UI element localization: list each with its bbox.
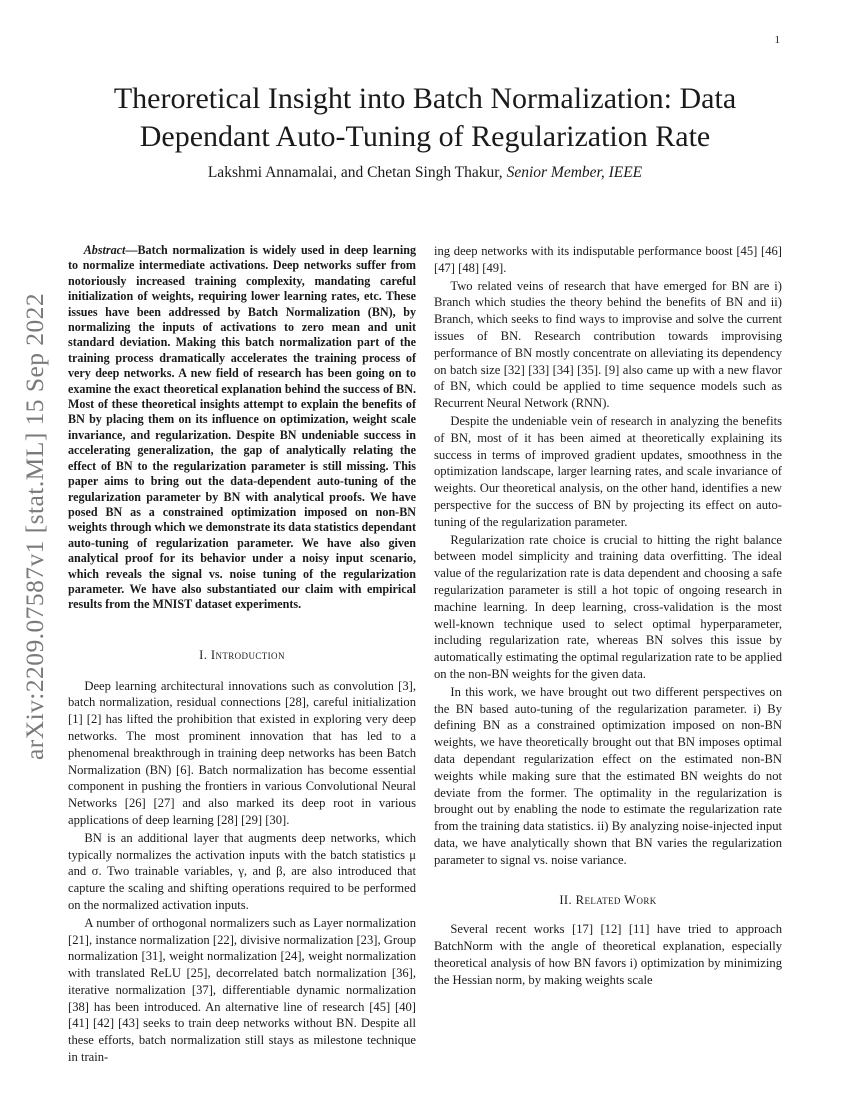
- right-column: [434, 243, 782, 988]
- related-paragraph: Several recent works [17] [12] [11] have tried to approach BatchNorm with the angle of theoretical explanation, especially theoretical analysis of how BN favors i) optimization by minimizing the Hessian norm, by making weights scale: [434, 922, 782, 987]
- abstract-text: —Batch normalization is widely used in deep learning to normalize intermediate activations. Deep networks suffer from notoriously increased training complexity, mandating careful initialization of weights, requiring lower learning rates, etc. These issues have been addressed by Batch Normalization (BN), by normalizing the inputs of activations to zero mean and unit standard deviation. Making this batch normalization part of the training process dramatically accelerates the training process of very deep networks. A new field of research has been going on to examine the exact theoretical explanation behind the success of BN. Most of these theoretical insights attempt to explain the benefits of BN by placing them on its influence on optimization, weight scale invariance, and regularization. Despite BN undeniable success in accelerating generalization, the gap of analytically relating the effect of BN to the regularization parameter is still missing. This paper aims to bring out the data-dependent auto-tuning of the regularization parameter by BN with analytical proofs. We have posed BN as a constrained optimization imposed on non-BN weights through which we demonstrate its data statistics dependant auto-tuning of regularization parameter. We have also given analytical proof for its behavior under a noisy input scenario, which reveals the signal vs. noise tuning of the regularization parameter. We have also substantiated our claim with empirical results from the MNIST dataset experiments.: [68, 243, 416, 612]
- body-paragraph: Despite the undeniable vein of research in analyzing the benefits of BN, most of it has been aimed at theoretically explaining its success in terms of improved gradient updates, smoothness in the optimization landscape, larger learning rates, and scale invariance of weights. Our theoretical analysis, on the other hand, identifies a new perspective for the success of BN by projecting its effect on auto-tuning of the regularization parameter.: [434, 413, 782, 529]
- intro-paragraph: A number of orthogonal normalizers such as Layer normalization [21], instance normalization [22], divisive normalization [23], Group normalization [31], weight normalization [24], weight normalization with translated ReLU [25], decorrelated batch normalization [36], iterative normalization [37], differentiable dynamic normalization [38] has been introduced. An alternative line of research [45] [40] [41] [42] [43] seeks to train deep networks without BN. Despite all these efforts, batch normalization still stays as milestone technique in train-: [68, 915, 416, 1065]
- section-heading-introduction: [68, 647, 416, 664]
- paper-title: Theroretical Insight into Batch Normalization: Data Dependant Auto-Tuning of Regularization Rate: [113, 82, 737, 153]
- abstract-label: Abstract: [83, 243, 126, 257]
- section-heading-related-work: [434, 892, 782, 909]
- page-number: 1: [774, 34, 780, 46]
- section-title: Related Work: [575, 893, 657, 908]
- continued-paragraph: ing deep networks with its indisputable performance boost [45] [46] [47] [48] [49].: [434, 244, 782, 275]
- abstract: [68, 243, 416, 613]
- author-names: Lakshmi Annamalai, and Chetan Singh Thakur,: [207, 164, 503, 181]
- body-paragraph: In this work, we have brought out two different perspectives on the BN based auto-tuning of the regularization parameter. i) By defining BN as a constrained optimization imposed on non-BN weights, we have theoretically brought out that BN imposes optimal data dependant regularization effect on the estimated non-BN weights while making sure that the estimated BN weights do not deviate from the former. The optimality in the regularization is brought out by enabling the node to estimate the regularization rate from the training data statistics. ii) By analyzing noise-injected input data, we have analytically shown that BN varies the regularization parameter to signal vs. noise variance.: [434, 684, 782, 867]
- intro-paragraph: Deep learning architectural innovations such as convolution [3], batch normalization, residual connections [28], careful initialization [1] [2] has lifted the prohibition that existed in exploring very deep networks. The most prominent innovation that has led to a phenomenal breakthrough in training deep networks has been Batch Normalization (BN) [6]. Batch normalization has become essential component in pushing the frontiers in various Convolutional Neural Networks [26] [27] and also marked its deep root in various applications of deep learning [28] [29] [30].: [68, 678, 416, 827]
- section-number: II.: [559, 893, 573, 908]
- left-column: [68, 243, 416, 1066]
- intro-paragraph: BN is an additional layer that augments deep networks, which typically normalizes the activation inputs with the batch statistics μ and σ. Two trainable variables, γ, and β, are also introduced that capture the scaling and shifting operations required to be performed on the normalized activation inputs.: [68, 830, 416, 912]
- author-membership: Senior Member, IEEE: [506, 164, 643, 181]
- body-paragraph: Two related veins of research that have emerged for BN are i) Branch which studies the theory behind the benefits of BN and ii) Branch, which seeks to find ways to improvise and solve the current issues of BN. Research contribution towards improvising performance of BN mostly concentrate on alleviating its dependency on batch size [32] [33] [34] [35]. [9] also came up with a new flavor of BN, which could be applied to time sequence models such as Recurrent Neural Network (RNN).: [434, 278, 782, 411]
- body-paragraph: Regularization rate choice is crucial to hitting the right balance between model simplicity and training data overfitting. The ideal value of the regularization rate is data dependent and choosing a safe regularization parameter is still a hot topic of ongoing research in machine learning. In deep learning, cross-validation is the most well-known technique used to select optimal hyperparameter, including regularization rate, whereas BN solves this issue by automatically estimating the optimal regularization rate to be applied on the non-BN weights for the given data.: [434, 532, 782, 681]
- section-number: I.: [199, 647, 208, 662]
- section-title: Introduction: [210, 647, 285, 662]
- author-line: [60, 164, 790, 182]
- arxiv-identifier-stamp: arXiv:2209.07587v1 [stat.ML] 15 Sep 2022: [20, 292, 49, 760]
